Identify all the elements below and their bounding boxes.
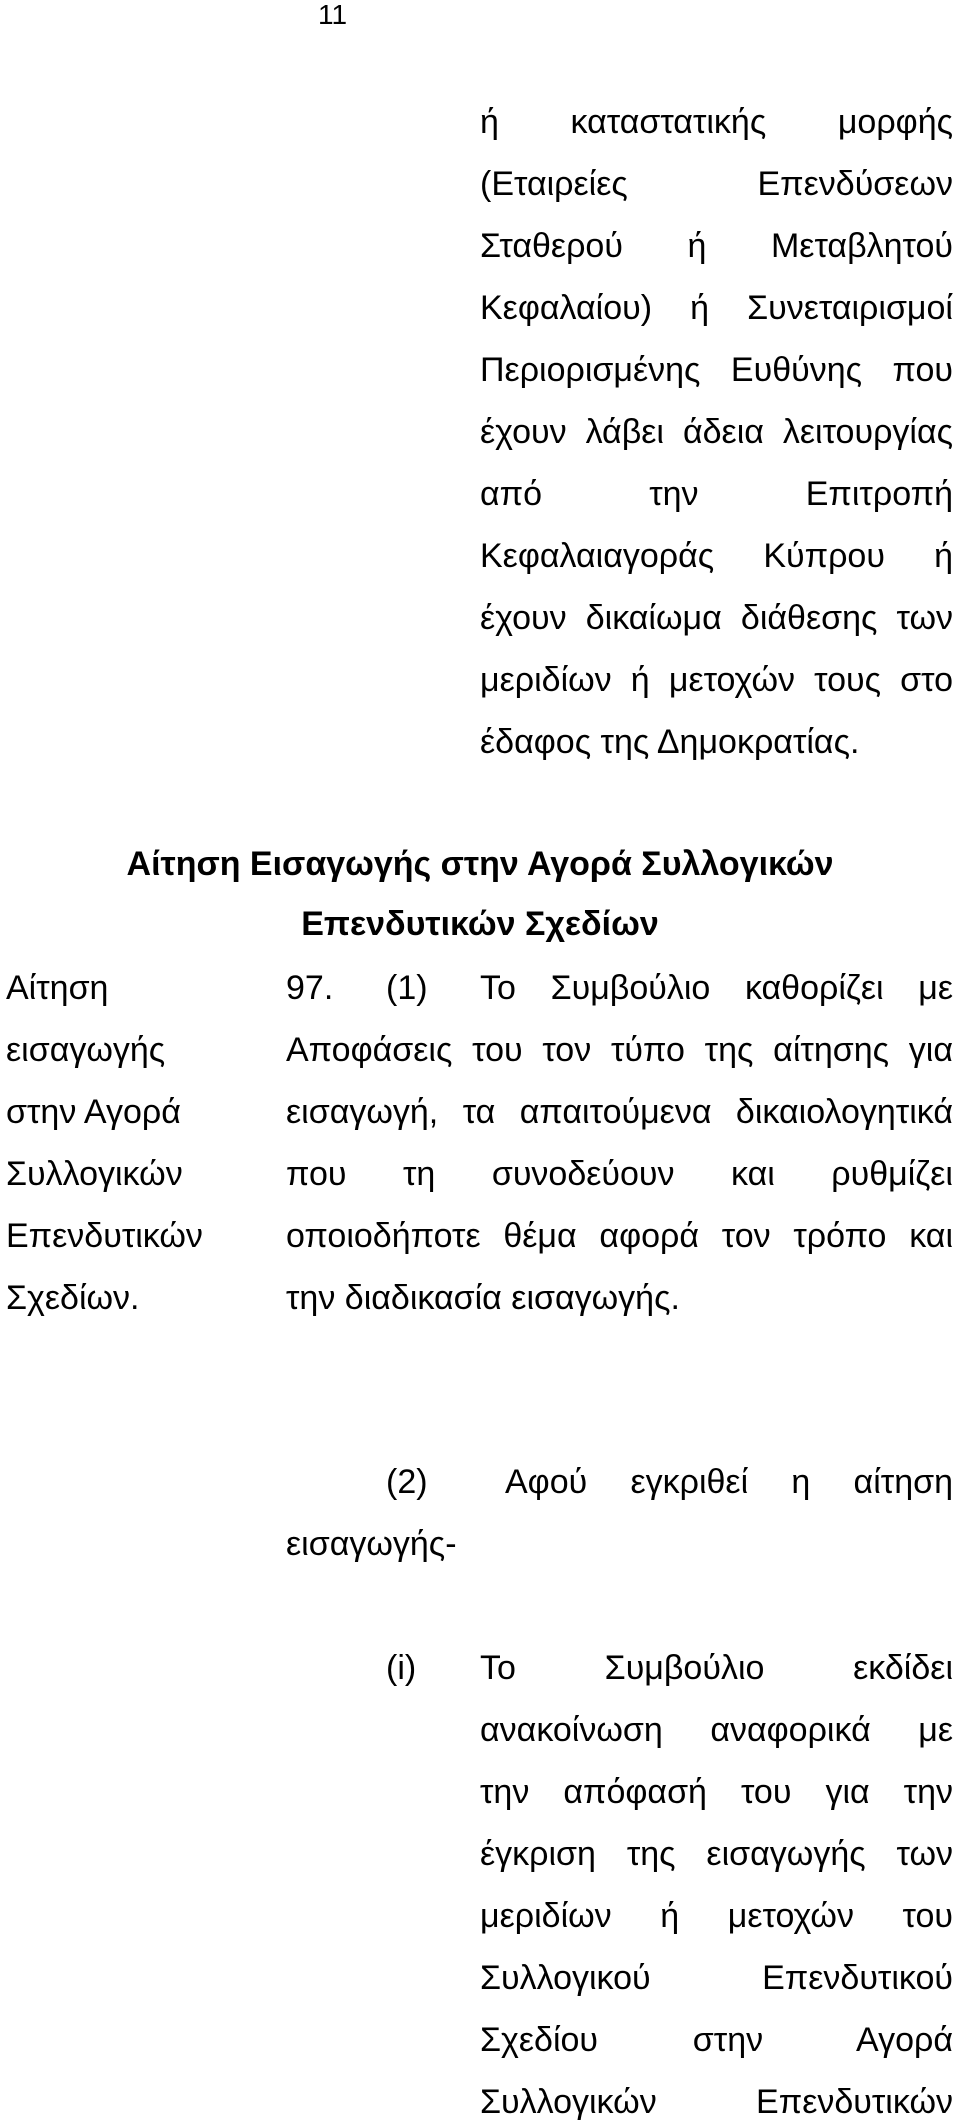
continuation-line: ή καταστατικής μορφής [480, 103, 953, 141]
item-text-line: έγκριση της εισαγωγής των [480, 1835, 953, 1873]
section-heading: Αίτηση Εισαγωγής στην Αγορά Συλλογικών [126, 845, 834, 883]
section-number: 97. [286, 969, 334, 1007]
subsection-label: (1) [386, 969, 428, 1007]
continuation-line: Περιορισμένης Ευθύνης που [480, 351, 953, 389]
item-text-line: Συλλογικού Επενδυτικού [480, 1959, 953, 1997]
item-text-line: την απόφασή του για την [480, 1773, 953, 1811]
margin-note-line: εισαγωγής [6, 1031, 166, 1069]
subsection-text-line: Αφού εγκριθεί η αίτηση [505, 1463, 953, 1501]
subsection-label: (2) [386, 1463, 428, 1501]
section-text-line: που τη συνοδεύουν και ρυθμίζει [286, 1155, 953, 1193]
margin-note-line: Αίτηση [6, 969, 109, 1007]
continuation-line: από την Επιτροπή [480, 475, 953, 513]
page-number: 11 [318, 0, 348, 30]
continuation-line: (Εταιρείες Επενδύσεων [480, 165, 953, 203]
item-text-line: μεριδίων ή μετοχών του [480, 1897, 953, 1935]
margin-note-line: στην Αγορά [6, 1093, 181, 1131]
section-text-line: Το Συμβούλιο καθορίζει με [480, 969, 953, 1007]
subsection-text-line: εισαγωγής- [286, 1525, 457, 1563]
margin-note-line: Συλλογικών [6, 1155, 183, 1193]
item-text-line: Συλλογικών Επενδυτικών [480, 2083, 953, 2121]
margin-note-line: Επενδυτικών [6, 1217, 203, 1255]
continuation-line: έχουν δικαίωμα διάθεσης των [480, 599, 953, 637]
continuation-line: έχουν λάβει άδεια λειτουργίας [480, 413, 953, 451]
item-text-line: ανακοίνωση αναφορικά με [480, 1711, 953, 1749]
continuation-line: Σταθερού ή Μεταβλητού [480, 227, 953, 265]
item-text-line: Σχεδίου στην Αγορά [480, 2021, 953, 2059]
item-text-line: Το Συμβούλιο εκδίδει [480, 1649, 953, 1687]
continuation-line: έδαφος της Δημοκρατίας. [480, 723, 860, 761]
section-text-line: την διαδικασία εισαγωγής. [286, 1279, 680, 1317]
section-text-line: Αποφάσεις του τον τύπο της αίτησης για [286, 1031, 953, 1069]
margin-note-line: Σχεδίων. [6, 1279, 140, 1317]
section-text-line: εισαγωγή, τα απαιτούμενα δικαιολογητικά [286, 1093, 953, 1131]
continuation-line: Κεφαλαίου) ή Συνεταιρισμοί [480, 289, 953, 327]
item-label: (i) [386, 1649, 417, 1687]
section-text-line: οποιοδήποτε θέμα αφορά τον τρόπο και [286, 1217, 953, 1255]
continuation-line: μεριδίων ή μετοχών τους στο [480, 661, 953, 699]
continuation-line: Κεφαλαιαγοράς Κύπρου ή [480, 537, 953, 575]
section-heading: Επενδυτικών Σχεδίων [301, 905, 659, 943]
